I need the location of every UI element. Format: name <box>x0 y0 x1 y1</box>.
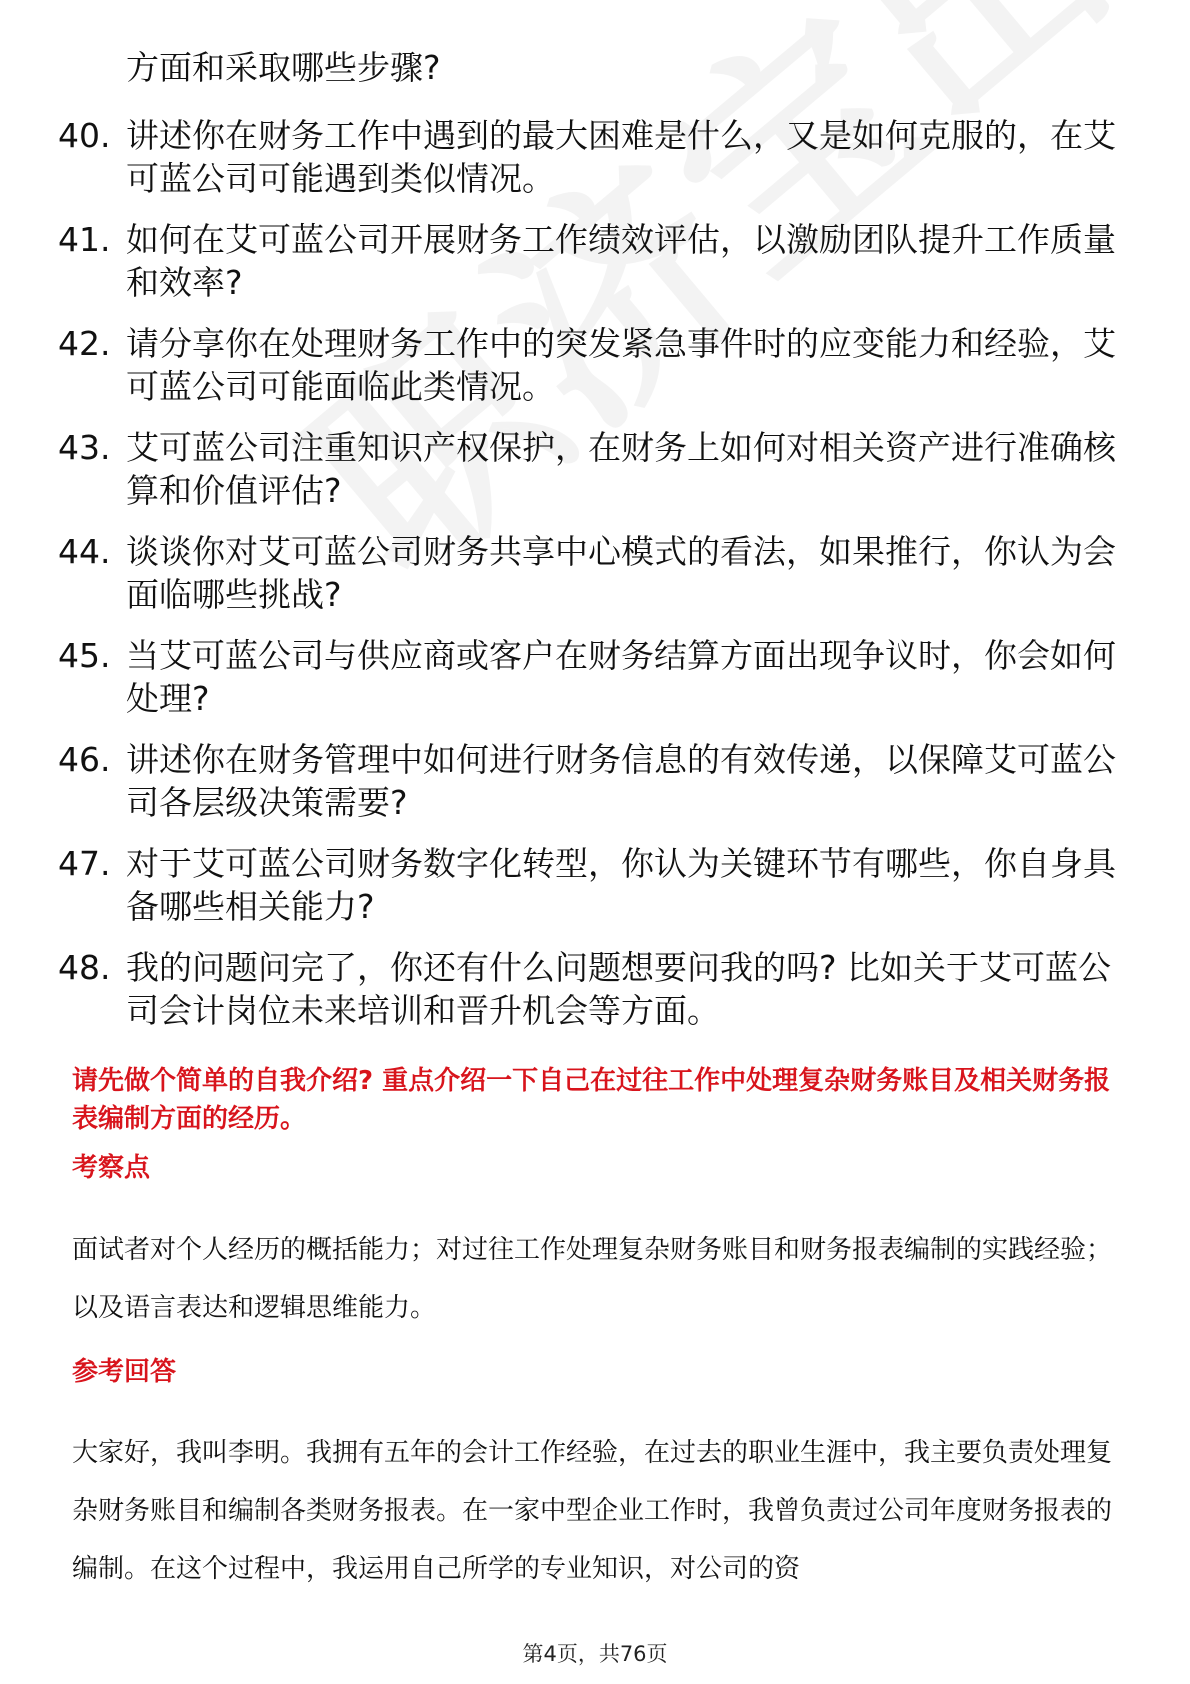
question-text: 谈谈你对艾可蓝公司财务共享中心模式的看法，如果推行，你认为会面临哪些挑战? <box>126 532 1116 614</box>
assessment-body: 面试者对个人经历的概括能力；对过往工作处理复杂财务账目和财务报表编制的实践经验；以及语言表达和逻辑思维能力。 <box>72 1235 1113 1323</box>
highlight-question: 请先做个简单的自我介绍? 重点介绍一下自己在过往工作中处理复杂财务账目及相关财务报表编制方面的经历。 <box>72 1066 1111 1134</box>
answer-body: 大家好，我叫李明。我拥有五年的会计工作经验，在过去的职业生涯中，我主要负责处理复杂财务账目和编制各类财务报表。在一家中型企业工作时，我曾负责过公司年度财务报表的编制。在这个过程中，我运用自己所学的专业知识，对公司的资 <box>72 1438 1113 1584</box>
question-text: 我的问题问完了，你还有什么问题想要问我的吗? 比如关于艾可蓝公司会计岗位未来培训和晋升机会等方面。 <box>126 948 1112 1030</box>
section-title-assessment: 考察点 <box>72 1153 151 1183</box>
question-text: 艾可蓝公司注重知识产权保护，在财务上如何对相关资产进行准确核算和价值评估? <box>126 428 1116 510</box>
question-number: 46. <box>58 740 111 779</box>
question-text: 请分享你在处理财务工作中的突发紧急事件时的应变能力和经验，艾可蓝公司可能面临此类情况。 <box>126 324 1116 406</box>
question-number: 44. <box>58 532 111 571</box>
question-text: 对于艾可蓝公司财务数字化转型，你认为关键环节有哪些，你自身具备哪些相关能力? <box>126 844 1116 926</box>
question-text: 讲述你在财务工作中遇到的最大困难是什么，又是如何克服的，在艾可蓝公司可能遇到类似情况。 <box>126 116 1116 198</box>
list-item <box>58 218 1138 322</box>
list-item <box>58 946 1138 1050</box>
list-item <box>58 530 1138 634</box>
question-number: 42. <box>58 324 111 363</box>
list-item <box>58 114 1138 218</box>
list-item <box>58 426 1138 530</box>
question-text: 讲述你在财务管理中如何进行财务信息的有效传递，以保障艾可蓝公司各层级决策需要? <box>126 740 1116 822</box>
section-title-answer: 参考回答 <box>72 1357 177 1387</box>
question-continuation: 方面和采取哪些步骤? <box>126 48 441 87</box>
list-item <box>58 322 1138 426</box>
question-number: 47. <box>58 844 111 883</box>
list-item <box>58 738 1138 842</box>
question-number: 40. <box>58 116 111 155</box>
list-item <box>58 842 1138 946</box>
question-text: 如何在艾可蓝公司开展财务工作绩效评估，以激励团队提升工作质量和效率? <box>126 220 1116 302</box>
question-text: 当艾可蓝公司与供应商或客户在财务结算方面出现争议时，你会如何处理? <box>126 636 1116 718</box>
list-item <box>58 634 1138 738</box>
question-list <box>58 114 1138 1050</box>
question-number: 41. <box>58 220 111 259</box>
question-number: 45. <box>58 636 111 675</box>
page-number: 第4页，共76页 <box>522 1642 668 1666</box>
question-number: 48. <box>58 948 111 987</box>
question-number: 43. <box>58 428 111 467</box>
